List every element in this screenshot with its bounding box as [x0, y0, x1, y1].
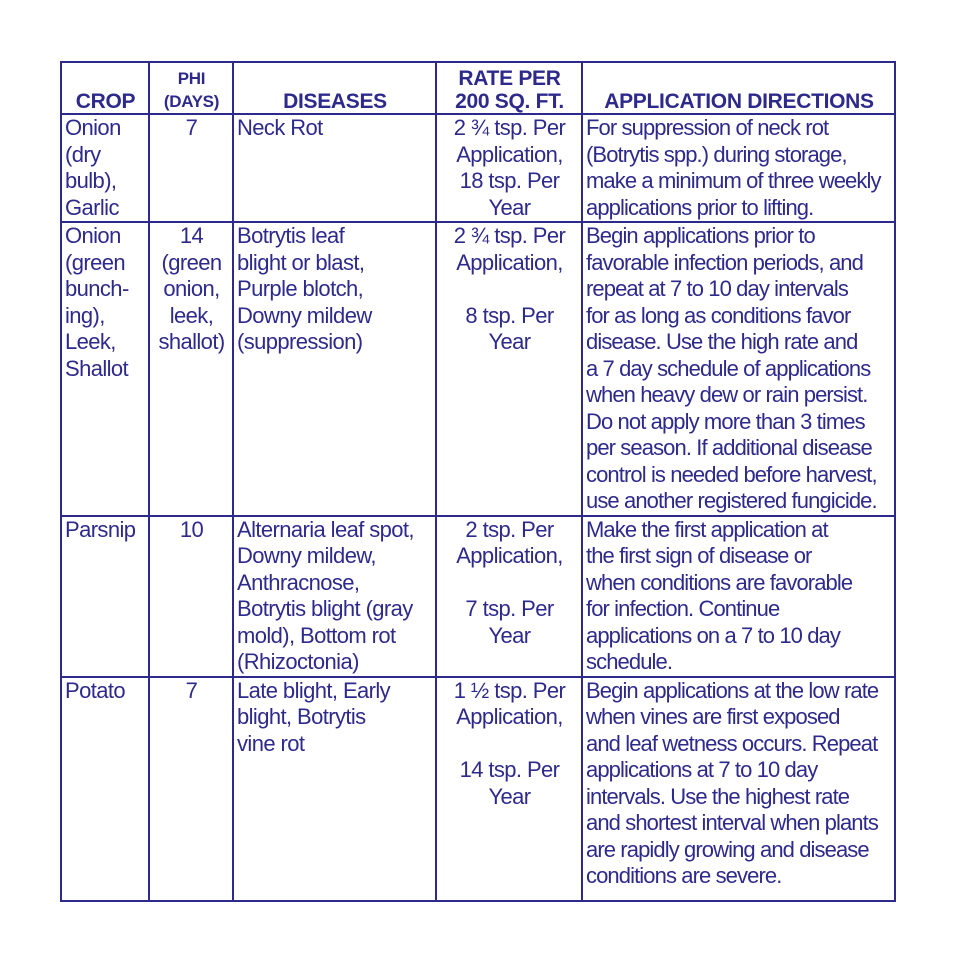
directions-line: when conditions are favorable: [586, 569, 853, 595]
crop-line: bunch-: [65, 276, 129, 301]
rate-line: Application,: [456, 543, 563, 568]
directions-line: a 7 day schedule of applications: [586, 355, 871, 381]
rate-line: 2 ¾ tsp. Per: [453, 115, 566, 140]
rate-line: Application,: [456, 704, 563, 729]
diseases-cell: [233, 114, 436, 222]
rate-line: 18 tsp. Per: [459, 168, 560, 193]
table-row: [61, 677, 895, 901]
diseases-cell: [233, 222, 436, 516]
rate-line: 1 ½ tsp. Per: [453, 677, 566, 703]
header-rate: RATE PER 200 SQ. FT.: [436, 62, 582, 114]
directions-line: applications on a 7 to 10 day: [586, 622, 840, 648]
directions-line: For suppression of neck rot: [586, 115, 829, 140]
crop-line: Leek,: [65, 329, 116, 354]
directions-line: Begin applications at the low rate: [586, 677, 879, 703]
crop-line: Shallot: [65, 355, 129, 381]
directions-line: applications at 7 to 10 day: [586, 757, 818, 782]
directions-line: (Botrytis spp.) during storage,: [586, 141, 847, 167]
crop-line: Onion: [65, 223, 121, 248]
directions-line: disease. Use the high rate and: [586, 329, 858, 354]
rate-line: 2 ¾ tsp. Per: [453, 223, 566, 248]
table-row: [61, 114, 895, 222]
rate-line: Application,: [456, 141, 563, 167]
diseases-line: Anthracnose,: [237, 569, 360, 595]
crop-line: (green: [65, 249, 125, 275]
phi-cell: [149, 222, 233, 516]
directions-line: schedule.: [586, 649, 673, 674]
diseases-line: Purple blotch,: [237, 276, 364, 301]
phi-line: onion,: [163, 276, 220, 301]
diseases-line: blight, Botrytis: [237, 704, 366, 729]
crop-cell: [61, 677, 149, 901]
directions-line: when heavy dew or rain persist.: [586, 382, 868, 407]
rate-spacer: [440, 731, 579, 758]
phi-line: 14: [179, 223, 204, 248]
phi-line: (green: [161, 249, 222, 275]
rate-line: Year: [488, 783, 531, 809]
crop-cell: [61, 222, 149, 516]
diseases-line: mold), Bottom rot: [237, 622, 396, 648]
directions-cell: [582, 222, 895, 516]
directions-line: for as long as conditions favor: [586, 302, 851, 328]
directions-line: for infection. Continue: [586, 596, 780, 621]
rate-cell: [436, 516, 582, 677]
rate-line: Application,: [456, 249, 563, 275]
phi-line: shallot): [158, 329, 225, 354]
header-crop: CROP: [61, 62, 149, 114]
phi-cell: [149, 677, 233, 901]
crop-line: Parsnip: [65, 516, 136, 542]
directions-cell: [582, 114, 895, 222]
header-row: [61, 62, 895, 114]
diseases-line: blight or blast,: [237, 249, 365, 275]
rate-spacer: [440, 276, 579, 303]
header-diseases: DISEASES: [233, 62, 436, 114]
directions-line: and leaf wetness occurs. Repeat: [586, 730, 878, 756]
application-table: [60, 61, 896, 902]
rate-line: Year: [488, 622, 531, 648]
directions-line: Make the first application at: [586, 516, 828, 542]
directions-line: use another registered fungicide.: [586, 488, 877, 513]
diseases-line: Neck Rot: [237, 115, 323, 140]
directions-line: applications prior to lifting.: [586, 194, 814, 220]
diseases-line: (Rhizoctonia): [237, 649, 359, 674]
diseases-line: Alternaria leaf spot,: [237, 516, 414, 542]
table-row: [61, 516, 895, 677]
crop-line: Onion: [65, 115, 121, 140]
rate-line: 8 tsp. Per: [465, 302, 554, 328]
phi-line: 7: [185, 677, 198, 703]
rate-line: Year: [488, 329, 531, 354]
phi-line: 10: [179, 516, 204, 542]
rate-line: Year: [488, 194, 531, 220]
diseases-line: Downy mildew,: [237, 543, 376, 568]
diseases-cell: [233, 677, 436, 901]
directions-line: favorable infection periods, and: [586, 249, 863, 275]
directions-line: Do not apply more than 3 times: [586, 408, 865, 434]
diseases-cell: [233, 516, 436, 677]
rate-spacer: [440, 570, 579, 597]
diseases-line: vine rot: [237, 730, 305, 756]
phi-cell: [149, 516, 233, 677]
crop-line: bulb),: [65, 168, 117, 193]
directions-line: control is needed before harvest,: [586, 461, 877, 487]
header-directions: APPLICATION DIRECTIONS: [582, 62, 895, 114]
directions-line: and shortest interval when plants: [586, 810, 878, 835]
crop-line: (dry: [65, 141, 101, 167]
phi-line: leek,: [169, 302, 214, 328]
directions-line: repeat at 7 to 10 day intervals: [586, 276, 848, 301]
rate-line: 2 tsp. Per: [465, 516, 554, 542]
rate-line: 14 tsp. Per: [459, 757, 560, 782]
diseases-line: Botrytis blight (gray: [237, 596, 413, 621]
diseases-line: Botrytis leaf: [237, 223, 345, 248]
directions-line: intervals. Use the highest rate: [586, 783, 850, 809]
diseases-line: (suppression): [237, 329, 363, 354]
crop-line: Garlic: [65, 194, 119, 220]
directions-line: per season. If additional disease: [586, 435, 872, 460]
crop-cell: [61, 114, 149, 222]
rate-line: 7 tsp. Per: [465, 596, 554, 621]
directions-line: Begin applications prior to: [586, 223, 815, 248]
rate-cell: [436, 222, 582, 516]
directions-line: conditions are severe.: [586, 863, 782, 888]
phi-line: 7: [185, 115, 198, 140]
directions-line: when vines are first exposed: [586, 704, 840, 729]
table-row: [61, 222, 895, 516]
header-phi: PHI (DAYS): [149, 62, 233, 114]
directions-line: are rapidly growing and disease: [586, 836, 869, 862]
rate-cell: [436, 677, 582, 901]
crop-cell: [61, 516, 149, 677]
diseases-line: Downy mildew: [237, 302, 372, 328]
crop-line: ing),: [65, 302, 105, 328]
diseases-line: Late blight, Early: [237, 677, 391, 703]
directions-cell: [582, 516, 895, 677]
directions-line: make a minimum of three weekly: [586, 168, 881, 193]
rate-cell: [436, 114, 582, 222]
directions-cell: [582, 677, 895, 901]
directions-line: the first sign of disease or: [586, 543, 812, 568]
phi-cell: [149, 114, 233, 222]
crop-line: Potato: [65, 677, 126, 703]
